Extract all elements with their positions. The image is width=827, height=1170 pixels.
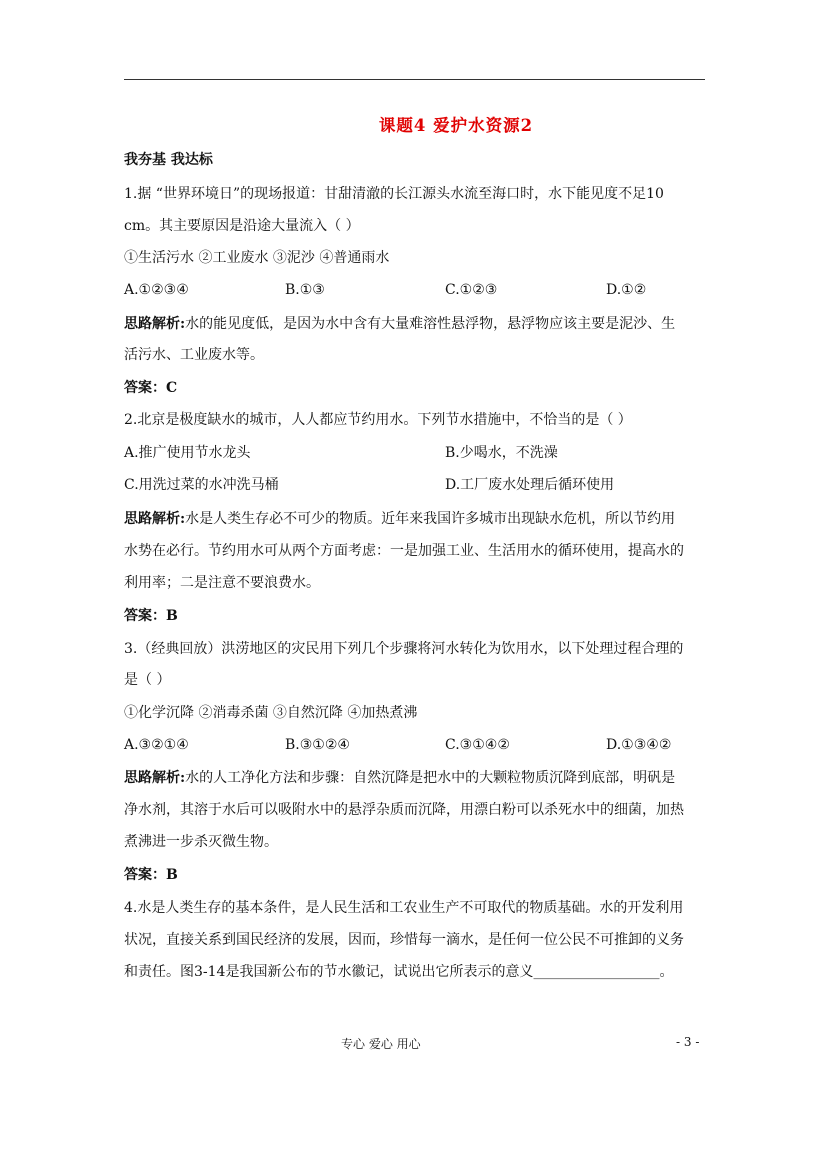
q3-analysis-label: 思路解析: xyxy=(124,770,186,786)
q1-analysis-text: 水的能见度低，是因为水中含有大量难溶性悬浮物，悬浮物应该主要是泥沙、生 xyxy=(185,316,676,332)
q1-items: ①生活污水 ②工业废水 ③泥沙 ④普通雨水 xyxy=(124,250,390,266)
q2-option-b: B.少喝水，不洗澡 xyxy=(445,445,558,461)
page-title: 课题4 爱护水资源2 xyxy=(378,116,534,135)
q3-stem-line2: 是（ ） xyxy=(124,672,171,688)
q2-analysis-line3: 利用率；二是注意不要浪费水。 xyxy=(124,575,320,591)
q3-option-a: A.③②①④ xyxy=(124,737,189,753)
q3-analysis-line1 xyxy=(124,768,709,788)
footer-motto: 专心 爱心 用心 xyxy=(341,1037,421,1051)
q3-items: ①化学沉降 ②消毒杀菌 ③自然沉降 ④加热煮沸 xyxy=(124,705,418,721)
section-heading: 我夯基 我达标 xyxy=(124,152,213,168)
q1-stem-line2: cm。其主要原因是沿途大量流入（ ） xyxy=(124,218,360,234)
q4-stem-line2: 状况，直接关系到国民经济的发展，因而，珍惜每一滴水，是任何一位公民不可推卸的义务 xyxy=(124,932,684,948)
q2-analysis-line2: 水势在必行。节约用水可从两个方面考虑：一是加强工业、生活用水的循环使用，提高水的 xyxy=(124,543,684,559)
page-number: - 3 - xyxy=(676,1035,700,1049)
q1-analysis-label: 思路解析: xyxy=(124,316,186,332)
q2-option-c: C.用洗过菜的水冲洗马桶 xyxy=(124,477,279,493)
q1-analysis-line1 xyxy=(124,314,709,334)
q2-stem: 2.北京是极度缺水的城市，人人都应节约用水。下列节水措施中，不恰当的是（ ） xyxy=(124,412,632,428)
q3-option-d: D.①③④② xyxy=(606,737,672,753)
q4-stem-line1: 4.水是人类生存的基本条件，是人民生活和工农业生产不可取代的物质基础。水的开发利用 xyxy=(124,900,684,916)
q4-stem-line3: 和责任。图3-14是我国新公布的节水徽记，试说出它所表示的意义__________________。 xyxy=(124,964,674,980)
q3-stem-line1: 3.（经典回放）洪涝地区的灾民用下列几个步骤将河水转化为饮用水，以下处理过程合理的 xyxy=(124,641,684,657)
q1-answer: 答案：C xyxy=(124,380,178,396)
q2-option-a: A.推广使用节水龙头 xyxy=(124,445,251,461)
q3-analysis-line3: 煮沸进一步杀灭微生物。 xyxy=(124,834,278,850)
q1-stem-line1: 1.据 “世界环境日”的现场报道：甘甜清澈的长江源头水流至海口时，水下能见度不足10 xyxy=(124,186,664,202)
q2-answer: 答案：B xyxy=(124,608,178,624)
q3-analysis-line2: 净水剂，其溶于水后可以吸附水中的悬浮杂质而沉降，用漂白粉可以杀死水中的细菌，加热 xyxy=(124,802,684,818)
q1-option-c: C.①②③ xyxy=(445,282,498,298)
q2-analysis-line1 xyxy=(124,509,709,529)
q1-option-b: B.①③ xyxy=(285,282,325,298)
header-rule xyxy=(124,79,705,80)
q1-option-a: A.①②③④ xyxy=(124,282,189,298)
q3-option-b: B.③①②④ xyxy=(285,737,350,753)
q2-option-d: D.工厂废水处理后循环使用 xyxy=(445,477,615,493)
q1-option-d: D.①② xyxy=(606,282,647,298)
q3-option-c: C.③①④② xyxy=(445,737,510,753)
q3-answer: 答案：B xyxy=(124,867,178,883)
q1-analysis-line2: 活污水、工业废水等。 xyxy=(124,347,264,363)
q3-analysis-text: 水的人工净化方法和步骤：自然沉降是把水中的大颗粒物质沉降到底部，明矾是 xyxy=(185,770,676,786)
q2-analysis-text: 水是人类生存必不可少的物质。近年来我国许多城市出现缺水危机，所以节约用 xyxy=(185,511,676,527)
q2-analysis-label: 思路解析: xyxy=(124,511,186,527)
